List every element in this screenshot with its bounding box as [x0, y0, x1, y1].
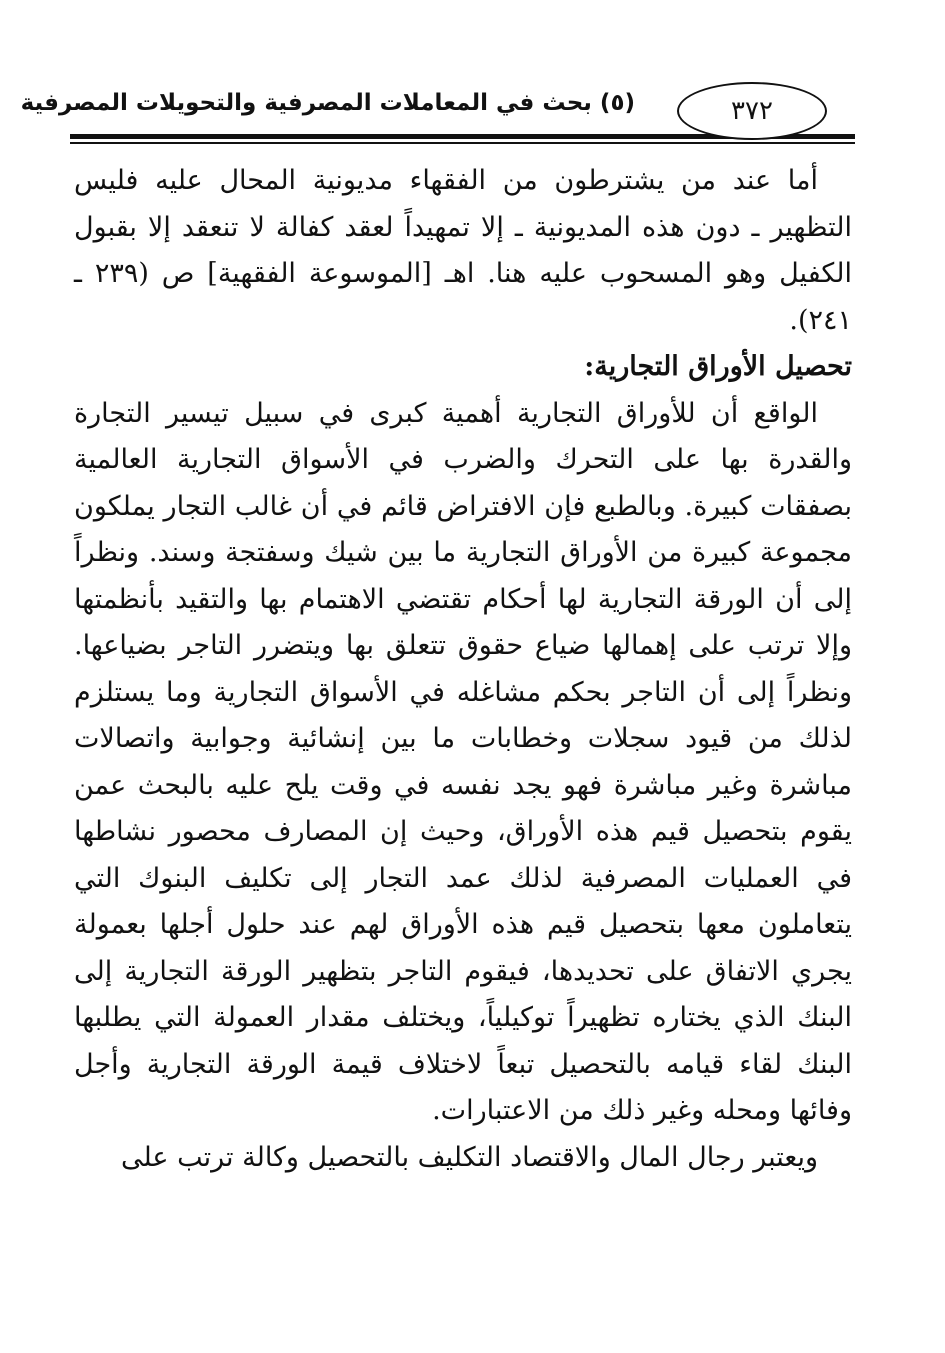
- section-heading: تحصيل الأوراق التجارية:: [584, 351, 852, 382]
- paragraph-2: الواقع أن للأوراق التجارية أهمية كبرى في سبيل تيسير التجارة والقدرة بها على التحرك والضرب في الأسواق التجارية العالمية بصفقات كبيرة. وبالطبع فإن الافتراض قائم في أن غالب التجار يملكون مجموعة كبيرة من الأوراق التجارية ما بين شيك وسفتجة وسند. ونظراً إلى أن الورقة التجارية لها أحكام تقتضي الاهتمام بها والتقيد بأنظمتها وإلا ترتب على إهمالها ضياع حقوق تتعلق بها ويتضرر التاجر بضياعها. ونظراً إلى أن التاجر بحكم مشاغله في الأسواق التجارية وما يستلزم لذلك من قيود سجلات وخطابات ما بين إنشائية وجوابية واتصالات مباشرة وغير مباشرة فهو يجد نفسه في وقت يلح عليه بالبحث عمن يقوم بتحصيل قيم هذه الأوراق، وحيث إن المصارف محصور نشاطها في العمليات المصرفية لذلك عمد التجار إلى تكليف البنوك التي يتعاملون معها بتحصيل قيم هذه الأوراق لهم عند حلول أجلها بعمولة يجري الاتفاق على تحديدها، فيقوم التاجر بتظهير الورقة التجارية إلى البنك الذي يختاره تظهيراً توكيلياً، ويختلف مقدار العمولة التي يطلبها البنك لقاء قيامه بالتحصيل تبعاً لاختلاف قيمة الورقة التجارية وأجل وفائها ومحله وغير ذلك من الاعتبارات.: [74, 397, 852, 1126]
- running-title: (٥) بحث في المعاملات المصرفية والتحويلات المصرفية: [20, 90, 635, 116]
- paragraph-3: ويعتبر رجال المال والاقتصاد التكليف بالتحصيل وكالة ترتب على: [120, 1141, 818, 1173]
- body-text: [74, 158, 852, 1181]
- page-header: [20, 72, 855, 152]
- paragraph-1: أما عند من يشترطون من الفقهاء مديونية المحال عليه فليس التظهير ـ دون هذه المديونية ـ إلا تمهيداً لعقد كفالة لا تنعقد إلا بقبول الكفيل وهو المسحوب عليه هنا. اهـ [الموسوعة الفقهية] ص (٢٣٩ ـ ٢٤١).: [74, 165, 852, 336]
- page-number: ٣٧٢: [677, 82, 827, 140]
- header-rule-thin: [70, 142, 855, 144]
